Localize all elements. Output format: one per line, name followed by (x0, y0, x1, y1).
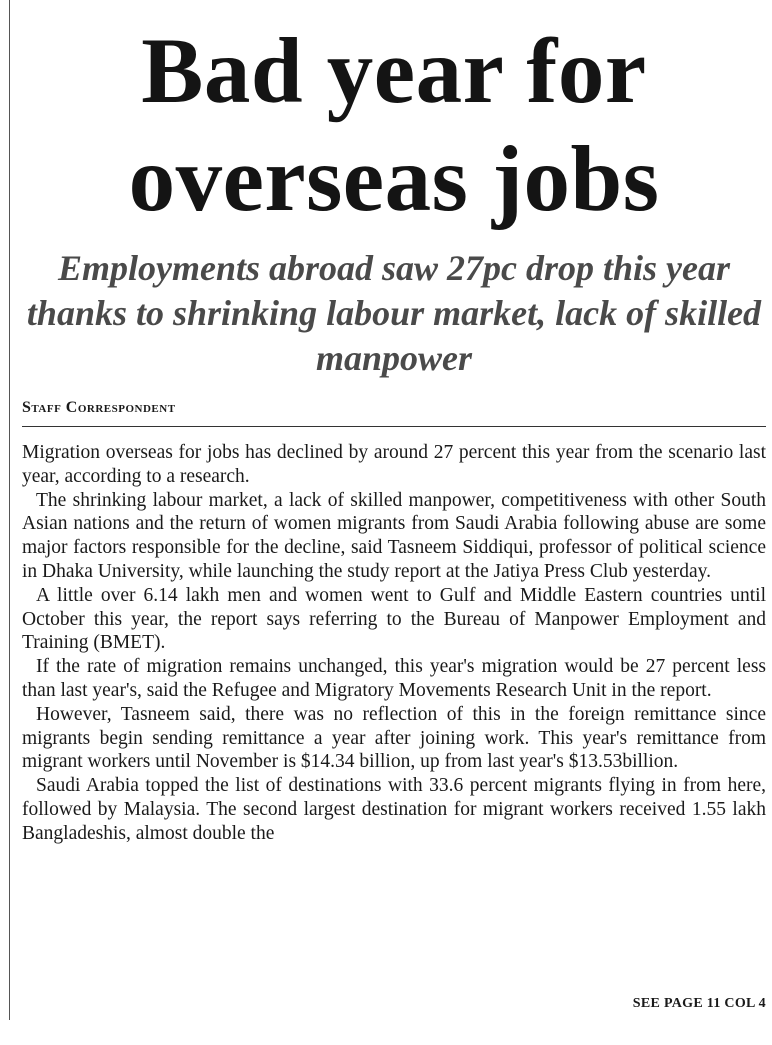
paragraph: However, Tasneem said, there was no reflection of this in the foreign remittance since migrants begin sending remittance a year after joining work. This year's remittance from migrant workers until November is $14.34 billion, up from last year's $13.53billion. (22, 703, 766, 773)
news-article (22, 0, 766, 1011)
headline: Bad year for overseas jobs (128, 20, 660, 231)
byline: Staff Correspondent (22, 399, 176, 416)
continuation-line: SEE PAGE 11 COL 4 (632, 996, 766, 1011)
paragraph: The shrinking labour market, a lack of skilled manpower, competitiveness with other South Asian nations and the return of women migrants from Saudi Arabia following abuse are some major factors responsible for the decline, said Tasneem Siddiqui, professor of political science in Dhaka University, while launching the study report at the Jatiya Press Club yesterday. (22, 489, 766, 582)
column-rule (9, 0, 10, 1020)
subheadline: Employments abroad saw 27pc drop this year thanks to shrinking labour market, lack of skilled manpower (26, 248, 762, 378)
paragraph: Migration overseas for jobs has declined by around 27 percent this year from the scenario last year, according to a research. (22, 442, 766, 487)
paragraph: If the rate of migration remains unchanged, this year's migration would be 27 percent less than last year's, said the Refugee and Migratory Movements Research Unit in the report. (22, 656, 766, 701)
paragraph: Saudi Arabia topped the list of destinations with 33.6 percent migrants flying in from here, followed by Malaysia. The second largest destination for migrant workers received 1.55 lakh Bangladeshis, almost double the (22, 775, 766, 844)
paragraph: A little over 6.14 lakh men and women went to Gulf and Middle Eastern countries until October this year, the report says referring to the Bureau of Manpower Employment and Training (BMET). (22, 584, 766, 654)
article-body (22, 441, 766, 846)
byline-divider (22, 426, 766, 427)
